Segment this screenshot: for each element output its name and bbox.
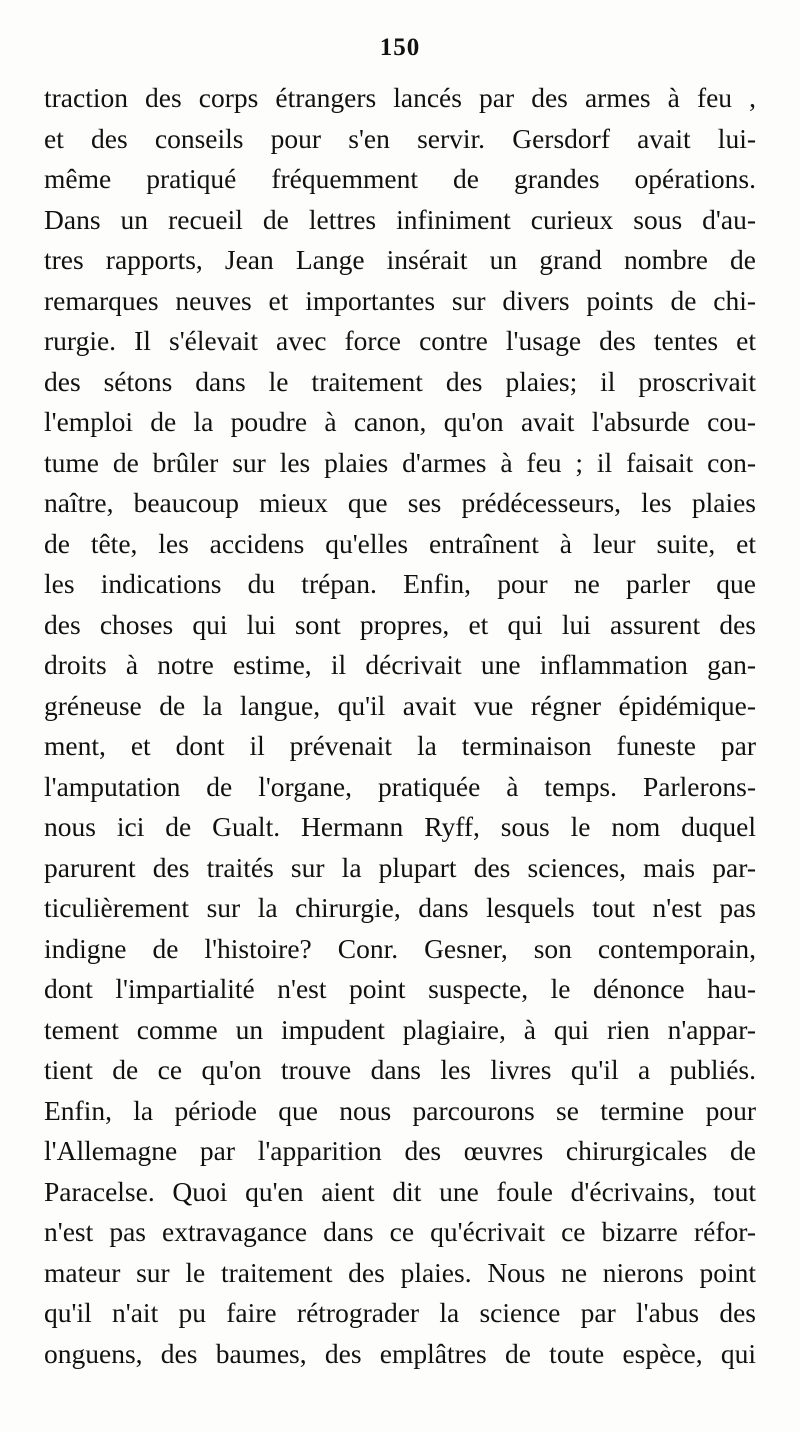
text-line: indigne de l'histoire? Conr. Gesner, son contemporain, xyxy=(44,932,756,964)
text-line: Paracelse. Quoi qu'en aient dit une foule d'écrivains, tout xyxy=(44,1175,756,1207)
text-line: l'Allemagne par l'apparition des œuvres chirurgicales de xyxy=(44,1135,756,1166)
text-line: parurent des traités sur la plupart des sciences, mais par- xyxy=(44,851,756,883)
text-line: qu'il n'ait pu faire rétrograder la science par l'abus des xyxy=(44,1297,756,1328)
text-line: les indications du trépan. Enfin, pour ne parler que xyxy=(44,568,756,599)
page-number: 150 xyxy=(379,34,421,61)
text-line: droits à notre estime, il décrivait une inflammation gan- xyxy=(44,649,756,680)
text-line: Dans un recueil de lettres infiniment curieux sous d'au- xyxy=(44,203,756,235)
text-line: ment, et dont il prévenait la terminaison funeste par xyxy=(44,730,756,761)
text-line: même pratiqué fréquemment de grandes opérations. xyxy=(44,163,756,194)
text-line: mateur sur le traitement des plaies. Nous ne nierons point xyxy=(44,1256,756,1288)
text-line: dont l'impartialité n'est point suspecte, le dénonce hau- xyxy=(44,973,756,1004)
text-line: onguens, des baumes, des emplâtres de toute espèce, qui xyxy=(44,1337,756,1369)
text-line: l'emploi de la poudre à canon, qu'on avait l'absurde cou- xyxy=(44,406,756,437)
text-line: tres rapports, Jean Lange insérait un grand nombre de xyxy=(44,244,756,275)
text-line: gréneuse de la langue, qu'il avait vue régner épidémique- xyxy=(44,689,756,721)
text-line: de tête, les accidens qu'elles entraînent à leur suite, et xyxy=(44,527,756,559)
text-line: naître, beaucoup mieux que ses prédécesseurs, les plaies xyxy=(44,487,756,518)
text-line: traction des corps étrangers lancés par des armes à feu , xyxy=(44,82,756,113)
text-line: des sétons dans le traitement des plaies; il proscrivait xyxy=(44,365,756,397)
text-line: remarques neuves et importantes sur divers points de chi- xyxy=(44,284,756,316)
text-line: Enfin, la période que nous parcourons se termine pour xyxy=(44,1094,756,1126)
text-line: tement comme un impudent plagiaire, à qui rien n'appar- xyxy=(44,1013,756,1045)
text-line: rurgie. Il s'élevait avec force contre l'usage des tentes et xyxy=(44,325,756,356)
text-line: tume de brûler sur les plaies d'armes à feu ; il faisait con- xyxy=(44,446,756,478)
text-line: n'est pas extravagance dans ce qu'écrivait ce bizarre réfor- xyxy=(44,1216,756,1247)
text-line: l'amputation de l'organe, pratiquée à temps. Parlerons- xyxy=(44,770,756,802)
text-line: nous ici de Gualt. Hermann Ryff, sous le nom duquel xyxy=(44,811,756,842)
text-line: tient de ce qu'on trouve dans les livres qu'il a publiés. xyxy=(44,1054,756,1085)
body-text xyxy=(44,78,756,1374)
text-line: et des conseils pour s'en servir. Gersdorf avait lui- xyxy=(44,122,756,154)
text-line: des choses qui lui sont propres, et qui lui assurent des xyxy=(44,608,756,640)
text-line: ticulièrement sur la chirurgie, dans lesquels tout n'est pas xyxy=(44,892,756,923)
